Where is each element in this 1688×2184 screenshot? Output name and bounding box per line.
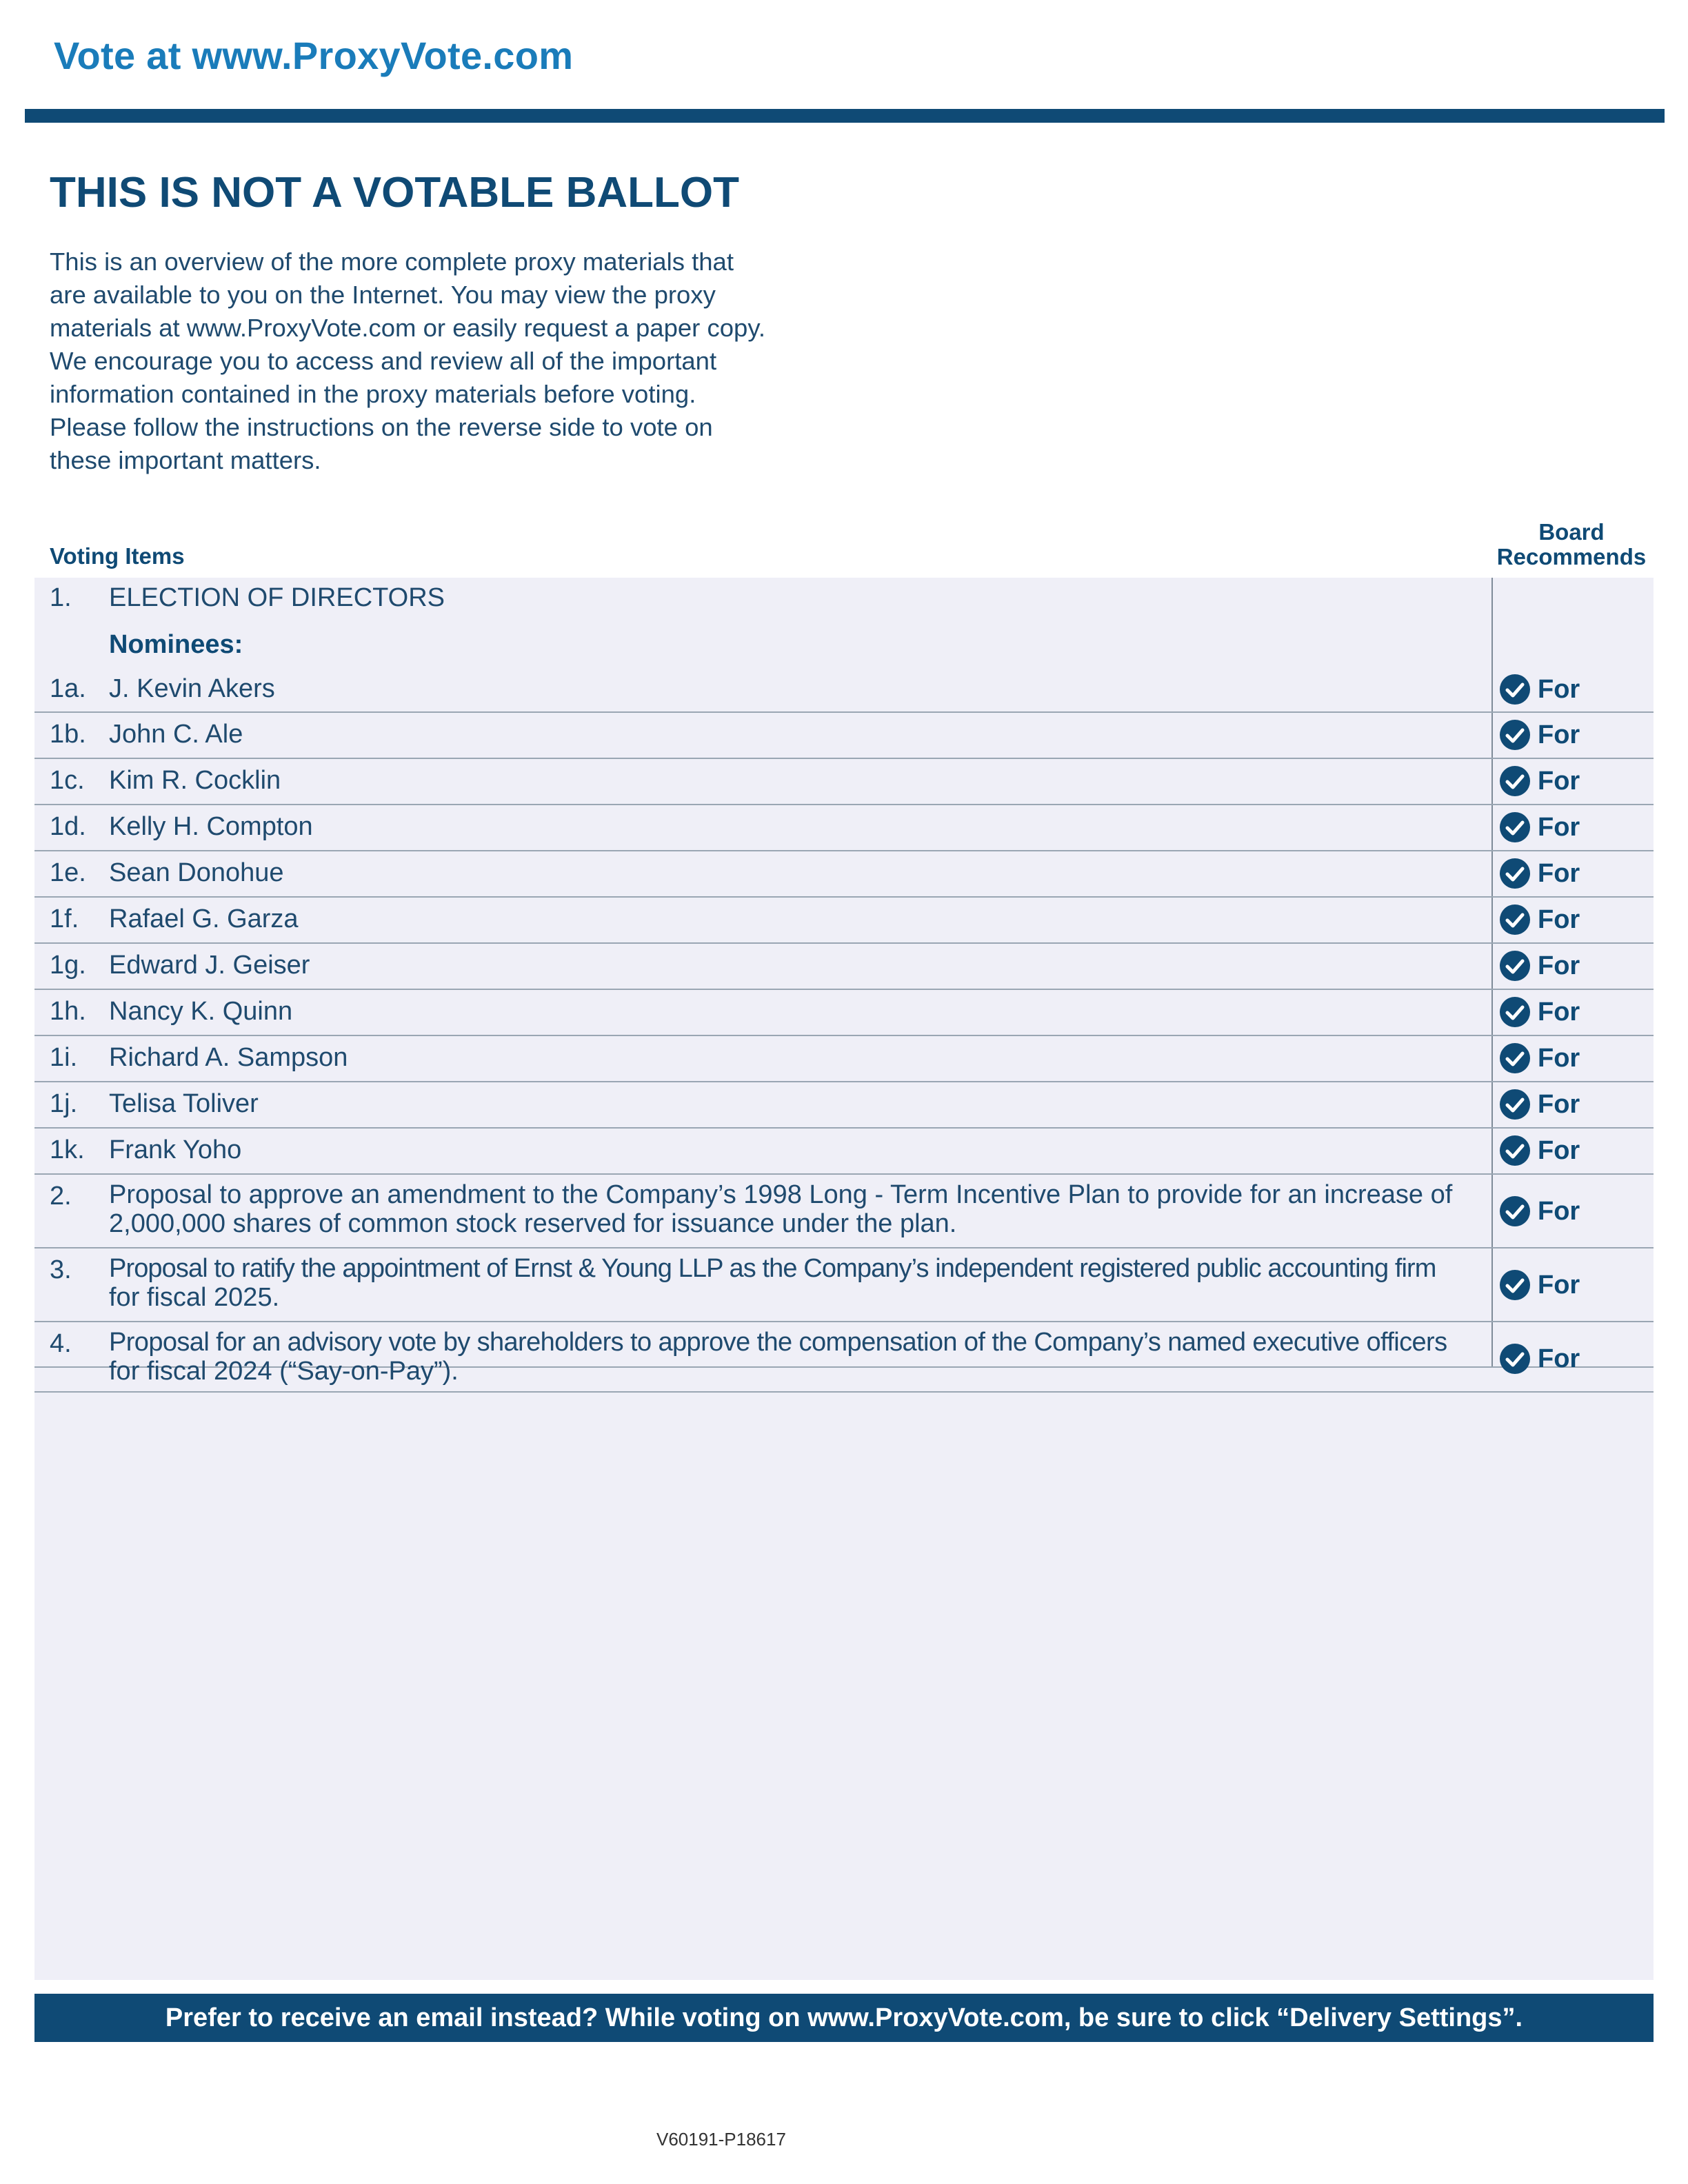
nominee-name: Edward J. Geiser	[109, 951, 310, 980]
nominee-row	[34, 898, 1654, 944]
document-code: V60191-P18617	[656, 2129, 786, 2150]
recommendation-label: For	[1538, 997, 1580, 1027]
nominee-name: Richard A. Sampson	[109, 1043, 348, 1072]
nominee-name: Sean Donohue	[109, 858, 284, 887]
check-circle-icon	[1499, 1269, 1531, 1301]
check-circle-icon	[1499, 1135, 1531, 1166]
proposal-number: 4.	[50, 1329, 72, 1358]
nominees-label-row	[34, 630, 1654, 666]
recommendation-label: For	[1538, 1089, 1580, 1119]
proposal-line: Proposal to ratify the appointment of Ernst & Young LLP as the Company’s independent registered public accounting firm	[109, 1254, 1436, 1283]
recommendation	[1499, 858, 1580, 889]
nominee-name: J. Kevin Akers	[109, 674, 275, 703]
check-circle-icon	[1499, 1343, 1531, 1375]
proposal-text	[109, 1254, 1516, 1312]
nominee-row	[34, 666, 1654, 713]
nominee-number: 1b.	[50, 720, 86, 749]
proposal-line: 2,000,000 shares of common stock reserved for issuance under the plan.	[109, 1209, 957, 1238]
check-circle-icon	[1499, 765, 1531, 797]
recommendation-label: For	[1538, 1043, 1580, 1073]
proposal-text	[109, 1328, 1516, 1386]
proposal-row	[34, 1248, 1654, 1322]
nominee-row	[34, 1129, 1654, 1175]
recommendation	[1499, 1343, 1580, 1375]
check-circle-icon	[1499, 1195, 1531, 1227]
recommendation-label: For	[1538, 1196, 1580, 1226]
recommendation-label: For	[1538, 674, 1580, 704]
recommendation-label: For	[1538, 812, 1580, 842]
top-rule	[25, 109, 1665, 123]
nominee-name: Nancy K. Quinn	[109, 997, 293, 1026]
page-title: THIS IS NOT A VOTABLE BALLOT	[50, 169, 739, 216]
nominees-label: Nominees:	[109, 630, 243, 659]
nominee-row	[34, 990, 1654, 1036]
recommendation	[1499, 904, 1580, 936]
recommendation	[1499, 811, 1580, 843]
item-text: ELECTION OF DIRECTORS	[109, 583, 445, 612]
check-circle-icon	[1499, 996, 1531, 1028]
proposal-line: Proposal for an advisory vote by shareholders to approve the compensation of the Company’s named executive officers	[109, 1328, 1447, 1357]
proposal-number: 3.	[50, 1255, 72, 1284]
recommendation	[1499, 1042, 1580, 1074]
intro-line: materials at www.ProxyVote.com or easily request a paper copy.	[50, 314, 766, 342]
proposal-number: 2.	[50, 1182, 72, 1211]
proposal-line: for fiscal 2024 (“Say-on-Pay”).	[109, 1357, 459, 1386]
recommendation-label: For	[1538, 720, 1580, 749]
proposal-row	[34, 1322, 1654, 1386]
nominee-number: 1g.	[50, 951, 86, 980]
nominee-number: 1e.	[50, 858, 86, 887]
recommendation-label: For	[1538, 951, 1580, 980]
nominee-name: Kim R. Cocklin	[109, 766, 281, 795]
nominee-number: 1j.	[50, 1089, 78, 1118]
intro-line: these important matters.	[50, 446, 321, 474]
table-bottom-rule	[34, 1391, 1654, 1393]
board-recommends-header	[1485, 520, 1658, 569]
nominee-name: Kelly H. Compton	[109, 812, 313, 841]
recommendation-label: For	[1538, 766, 1580, 796]
nominee-number: 1a.	[50, 674, 86, 703]
recommendation	[1499, 1135, 1580, 1166]
recommendation	[1499, 1089, 1580, 1120]
proposal-line: for fiscal 2025.	[109, 1283, 280, 1312]
proposal-line: Proposal to approve an amendment to the Company’s 1998 Long - Term Incentive Plan to provide for an increase of	[109, 1180, 1453, 1209]
check-circle-icon	[1499, 1042, 1531, 1074]
intro-line: are available to you on the Internet. You may view the proxy	[50, 281, 716, 309]
nominee-number: 1h.	[50, 997, 86, 1026]
recommendation-label: For	[1538, 858, 1580, 888]
intro-line: Please follow the instructions on the reverse side to vote on	[50, 413, 713, 441]
intro-line: information contained in the proxy materials before voting.	[50, 380, 696, 408]
proposal-row	[34, 1175, 1654, 1248]
nominee-name: Telisa Toliver	[109, 1089, 259, 1118]
check-circle-icon	[1499, 811, 1531, 843]
board-header-line2: Recommends	[1496, 544, 1647, 569]
check-circle-icon	[1499, 1089, 1531, 1120]
voting-items-header: Voting Items	[50, 543, 185, 569]
recommendation	[1499, 996, 1580, 1028]
nominee-number: 1c.	[50, 766, 85, 795]
board-header-line1: Board	[1538, 519, 1605, 545]
nominee-number: 1d.	[50, 812, 86, 841]
election-row	[34, 583, 1654, 619]
check-circle-icon	[1499, 904, 1531, 936]
nominee-row	[34, 944, 1654, 990]
intro-line: This is an overview of the more complete proxy materials that	[50, 247, 734, 276]
nominee-row	[34, 759, 1654, 805]
nominee-number: 1k.	[50, 1135, 85, 1164]
check-circle-icon	[1499, 858, 1531, 889]
email-delivery-note: Prefer to receive an email instead? While voting on www.ProxyVote.com, be sure to click “Delivery Settings”.	[34, 1994, 1654, 2042]
recommendation	[1499, 674, 1580, 705]
check-circle-icon	[1499, 674, 1531, 705]
proposal-text	[109, 1180, 1516, 1238]
recommendation	[1499, 1269, 1580, 1301]
recommendation	[1499, 1195, 1580, 1227]
check-circle-icon	[1499, 719, 1531, 751]
check-circle-icon	[1499, 950, 1531, 982]
nominee-number: 1f.	[50, 904, 79, 933]
nominee-name: Frank Yoho	[109, 1135, 242, 1164]
recommendation-label: For	[1538, 904, 1580, 934]
intro-paragraph	[50, 245, 836, 477]
item-number: 1.	[50, 583, 72, 612]
recommendation	[1499, 950, 1580, 982]
recommendation-label: For	[1538, 1270, 1580, 1300]
nominee-name: Rafael G. Garza	[109, 904, 299, 933]
nominee-row	[34, 1082, 1654, 1129]
nominee-row	[34, 1036, 1654, 1082]
vote-link-header: Vote at www.ProxyVote.com	[54, 34, 574, 77]
recommendation	[1499, 765, 1580, 797]
nominee-row	[34, 713, 1654, 759]
recommendation-label: For	[1538, 1135, 1580, 1165]
nominee-number: 1i.	[50, 1043, 78, 1072]
recommendation	[1499, 719, 1580, 751]
nominee-row	[34, 851, 1654, 898]
nominee-row	[34, 805, 1654, 851]
recommendation-label: For	[1538, 1344, 1580, 1373]
intro-line: We encourage you to access and review all of the important	[50, 347, 717, 375]
nominee-name: John C. Ale	[109, 720, 243, 749]
